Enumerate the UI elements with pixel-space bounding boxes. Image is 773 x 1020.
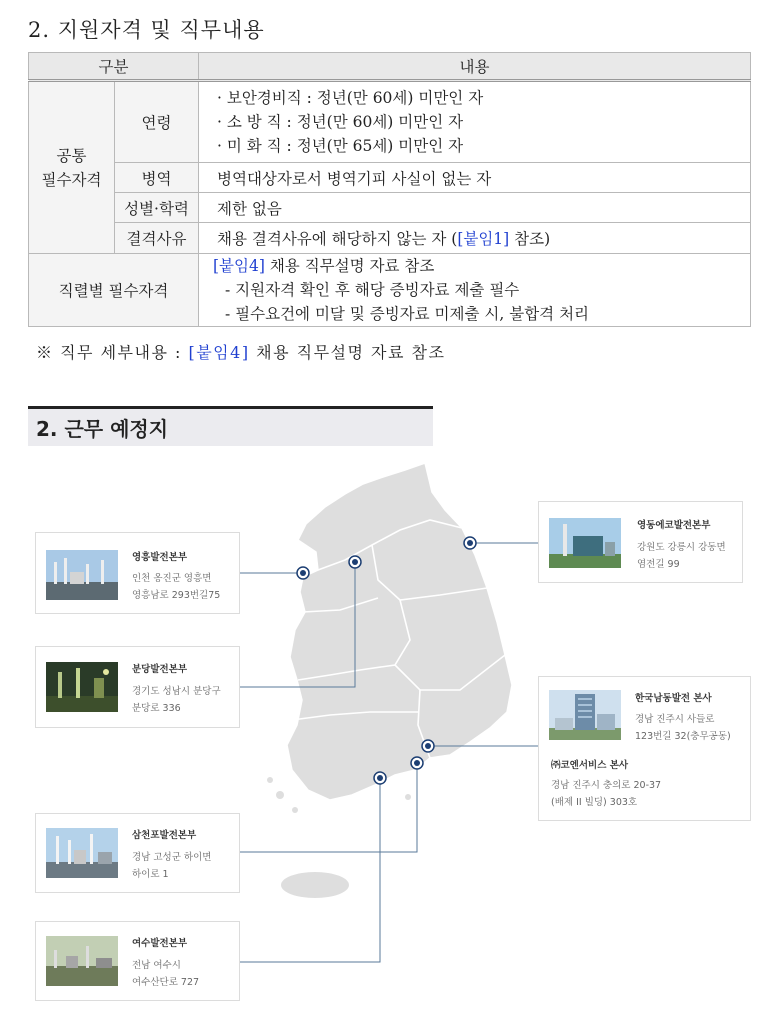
section-title-qualifications: 2. 지원자격 및 직무내용: [28, 18, 265, 42]
row-label-gender-education: 성별·학력: [115, 193, 199, 223]
marker-yeosu-icon: [374, 772, 386, 784]
address-line: (배제 II 빌딩) 303호: [551, 797, 638, 808]
note-attachment4-link[interactable]: [붙임4]: [188, 343, 250, 362]
island-shape: [267, 777, 273, 783]
table-row: [29, 223, 751, 254]
address-line: 전남 여수시: [132, 960, 181, 971]
address-line: 염전길 99: [637, 559, 680, 570]
row-label-age: 연령: [115, 81, 199, 163]
list-item: · 소 방 직 : 정년(만 60세) 미만인 자: [217, 113, 464, 131]
location-address: [132, 570, 220, 604]
location-address: [637, 539, 726, 573]
address-line: 경기도 성남시 분당구: [132, 686, 221, 697]
address-line: 경남 진주시 충의로 20-37: [551, 780, 662, 791]
location-address: [132, 957, 199, 991]
table-row: [29, 81, 751, 163]
location-card-bundang: [35, 646, 240, 728]
location-name: 영동에코발전본부: [637, 520, 711, 531]
attachment1-link[interactable]: [붙임1]: [457, 230, 510, 248]
address-line: 123번길 32(충무공동): [635, 731, 731, 742]
job-qualification-content: [199, 254, 751, 327]
marker-yeongheung-icon: [297, 567, 309, 579]
section-title-work-location: 2. 근무 예정지: [36, 417, 169, 441]
military-content: 병역대상자로서 병역기피 사실이 없는 자: [199, 163, 751, 193]
korea-mainland-shape: [287, 463, 512, 800]
location-card-yeongheung: [35, 532, 240, 614]
disqualification-content: [199, 223, 751, 254]
qualification-table: [28, 52, 751, 327]
power-plant-photo-icon: [46, 662, 118, 712]
disqualification-text-end: 참조): [509, 230, 551, 248]
island-shape: [276, 791, 284, 799]
section-header-work-location: [28, 406, 433, 446]
marker-samcheonpo-icon: [411, 757, 423, 769]
location-name: 삼천포발전본부: [132, 830, 197, 841]
location-address: [132, 683, 221, 717]
address-line: 여수산단로 727: [132, 977, 200, 988]
disqualification-text: 채용 결격사유에 해당하지 않는 자 (: [217, 230, 458, 248]
row-label-disqualification: 결격사유: [115, 223, 199, 254]
address-line: 인천 옹진군 영흥면: [132, 573, 212, 584]
location-card-headquarters: [538, 676, 751, 821]
island-shape: [405, 794, 411, 800]
location-name-secondary: ㈜코엔서비스 본사: [551, 760, 629, 771]
location-name: 한국남동발전 본사: [635, 693, 712, 704]
job-line2: - 지원자격 확인 후 해당 증빙자료 제출 필수: [225, 281, 520, 299]
location-card-samcheonpo: [35, 813, 240, 893]
location-address-secondary: [551, 777, 661, 811]
row-label-military: 병역: [115, 163, 199, 193]
table-header-row: [29, 53, 751, 81]
address-line: 경남 진주시 사들로: [635, 714, 715, 725]
list-item: · 보안경비직 : 정년(만 60세) 미만인 자: [217, 89, 484, 107]
location-card-yeosu: [35, 921, 240, 1001]
job-line3: - 필수요건에 미달 및 증빙자료 미제출 시, 불합격 처리: [225, 305, 590, 323]
address-line: 하이로 1: [132, 869, 169, 880]
island-shape: [292, 807, 298, 813]
location-address: [132, 849, 211, 883]
gender-education-content: 제한 없음: [199, 193, 751, 223]
jeju-island-shape: [281, 872, 349, 898]
table-row: [29, 163, 751, 193]
header-category: 구분: [29, 53, 199, 81]
address-line: 경남 고성군 하이면: [132, 852, 212, 863]
power-plant-photo-icon: [46, 936, 118, 986]
common-label-line2: 필수자격: [41, 170, 102, 189]
marker-hq-icon: [422, 740, 434, 752]
job-line1: [213, 254, 742, 278]
header-content: 내용: [199, 53, 751, 81]
address-line: 분당로 336: [132, 703, 181, 714]
location-address: [635, 711, 731, 745]
job-qualification-label: 직렬별 필수자격: [29, 254, 199, 327]
marker-yeongdong-icon: [464, 537, 476, 549]
location-name: 여수발전본부: [132, 938, 188, 949]
location-card-yeongdong: [538, 501, 743, 583]
location-name: 영흥발전본부: [132, 552, 188, 563]
power-plant-photo-icon: [549, 518, 621, 568]
age-content: [199, 81, 751, 163]
job-detail-note: [36, 340, 445, 363]
location-name: 분당발전본부: [132, 664, 188, 675]
power-plant-photo-icon: [46, 550, 118, 600]
common-qualification-label: [29, 81, 115, 254]
table-row: [29, 193, 751, 223]
marker-bundang-icon: [349, 556, 361, 568]
headquarters-building-photo-icon: [549, 690, 621, 740]
address-line: 영흥남로 293번길75: [132, 590, 221, 601]
address-line: 강원도 강릉시 강동면: [637, 542, 726, 553]
note-text-end: 채용 직무설명 자료 참조: [249, 343, 446, 362]
common-label-line1: 공통: [56, 146, 87, 165]
power-plant-photo-icon: [46, 828, 118, 878]
job-line1-text: 채용 직무설명 자료 참조: [264, 257, 435, 275]
note-text: ※ 직무 세부내용 :: [36, 343, 189, 362]
list-item: · 미 화 직 : 정년(만 65세) 미만인 자: [217, 137, 464, 155]
table-row: [29, 254, 751, 327]
attachment4-link[interactable]: [붙임4]: [213, 257, 265, 275]
